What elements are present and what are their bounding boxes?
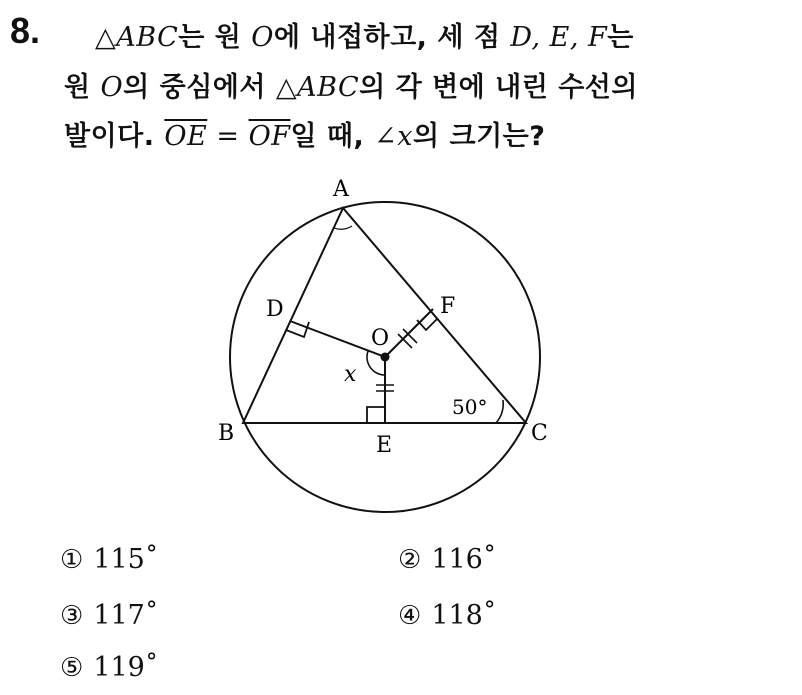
text-segment: 에 내접하고, 세 점 [273,22,511,53]
label-d: D [266,297,284,322]
segment-oe: $\overline{OE}$ [164,121,208,152]
segment-of: $\overline{OF}$ [248,121,291,152]
text-segment: 의 각 변에 내린 수선의 [359,72,638,103]
label-o: O [371,326,390,351]
choice-number: ① [60,545,84,575]
choice-3[interactable] [60,600,158,631]
triangle-symbol: △ [95,22,117,53]
triangle-symbol: △ [275,72,298,103]
triangle-name: ABC [297,72,360,103]
choice-number: ② [398,545,422,575]
choice-value: 115˚ [93,544,159,575]
choice-4[interactable] [398,600,496,631]
choice-number: ③ [60,601,84,631]
label-angle-50: 50° [452,395,488,419]
equals-sign: = [207,121,249,152]
choice-value: 117˚ [93,600,159,631]
angle-symbol: ∠ [374,121,398,152]
circle-name: O [100,72,124,103]
center-point-o [381,353,390,362]
angle-arc-c [496,400,503,423]
points-names: D, E, F [510,22,608,53]
text-segment: 는 원 [178,22,252,53]
label-angle-x: x [344,362,357,387]
choice-1[interactable] [60,544,158,575]
angle-arc-a [334,226,352,229]
text-segment: 의 중심에서 [123,72,276,103]
text-segment: 는 [607,22,634,53]
choice-5[interactable] [60,652,158,683]
segment-of-line [385,309,433,357]
angle-variable: x [397,121,414,152]
right-angle-mark-f [417,318,438,330]
choice-number: ④ [398,601,422,631]
choice-2[interactable] [398,544,496,575]
right-angle-mark-e [367,407,385,423]
label-b: B [218,421,235,446]
choice-value: 116˚ [431,544,497,575]
label-f: F [440,294,456,319]
label-e: E [376,433,393,458]
label-c: C [531,421,548,446]
choice-value: 118˚ [431,600,497,631]
label-a: A [333,177,349,202]
choice-value: 119˚ [93,652,159,683]
question-number: 8. [10,10,41,51]
text-segment: 의 크기는? [413,121,546,152]
text-segment: 일 때, [290,121,375,152]
triangle-name: ABC [116,22,179,53]
text-segment: 원 [64,72,101,103]
circle-name: O [251,22,274,53]
choice-number: ⑤ [60,653,84,683]
text-segment: 발이다. [64,121,165,152]
